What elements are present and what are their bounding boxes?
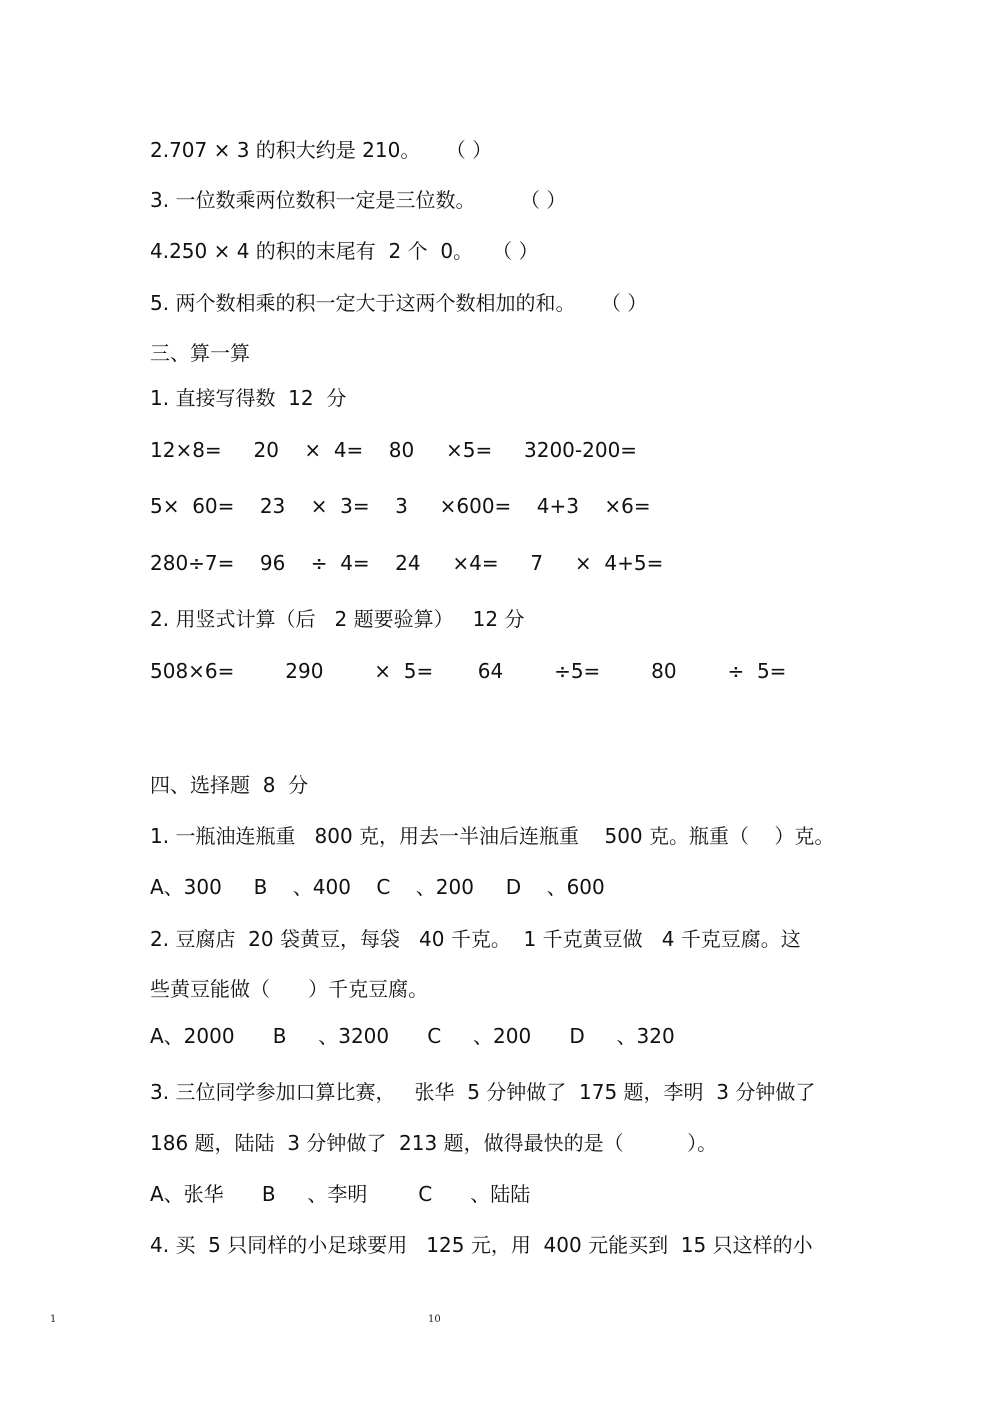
section-3-heading: 三、算一算 <box>150 341 250 365</box>
footer-page-number: 10 <box>428 1314 441 1325</box>
true-false-item-5: 5. 两个数相乘的积一定大于这两个数相加的和。 （ ） <box>150 291 648 315</box>
footer-left-number: 1 <box>50 1314 57 1325</box>
choice-q2-options: A、2000 B 、3200 C 、200 D 、320 <box>150 1024 675 1048</box>
oral-calc-row-2: 5× 60= 23 × 3= 3 ×600= 4+3 ×6= <box>150 494 651 518</box>
choice-q2-line-1: 2. 豆腐店 20 袋黄豆，每袋 40 千克。 1 千克黄豆做 4 千克豆腐。这 <box>150 927 801 951</box>
true-false-item-3: 3. 一位数乘两位数积一定是三位数。 （ ） <box>150 188 567 212</box>
oral-calc-row-1: 12×8= 20 × 4= 80 ×5= 3200-200= <box>150 438 638 462</box>
vertical-calc-heading: 2. 用竖式计算（后 2 题要验算） 12 分 <box>150 607 525 631</box>
choice-q4-line-1: 4. 买 5 只同样的小足球要用 125 元，用 400 元能买到 15 只这样的小 <box>150 1233 813 1257</box>
choice-q1: 1. 一瓶油连瓶重 800 克，用去一半油后连瓶重 500 克。瓶重（ ）克。 <box>150 824 835 848</box>
section-4-heading: 四、选择题 8 分 <box>150 773 309 797</box>
oral-calc-heading: 1. 直接写得数 12 分 <box>150 386 347 410</box>
oral-calc-row-3: 280÷7= 96 ÷ 4= 24 ×4= 7 × 4+5= <box>150 551 664 575</box>
choice-q1-options: A、300 B 、400 C 、200 D 、600 <box>150 875 605 899</box>
true-false-item-4: 4.250 × 4 的积的末尾有 2 个 0。 （ ） <box>150 239 539 263</box>
choice-q2-line-2: 些黄豆能做（ ）千克豆腐。 <box>150 977 429 1001</box>
choice-q3-line-2: 186 题，陆陆 3 分钟做了 213 题，做得最快的是（ ）。 <box>150 1131 718 1155</box>
true-false-item-2: 2.707 × 3 的积大约是 210。 （ ） <box>150 138 493 162</box>
choice-q3-line-1: 3. 三位同学参加口算比赛， 张华 5 分钟做了 175 题，李明 3 分钟做了 <box>150 1080 816 1104</box>
choice-q3-options: A、张华 B 、李明 C 、陆陆 <box>150 1182 531 1206</box>
vertical-calc-row: 508×6= 290 × 5= 64 ÷5= 80 ÷ 5= <box>150 659 787 683</box>
